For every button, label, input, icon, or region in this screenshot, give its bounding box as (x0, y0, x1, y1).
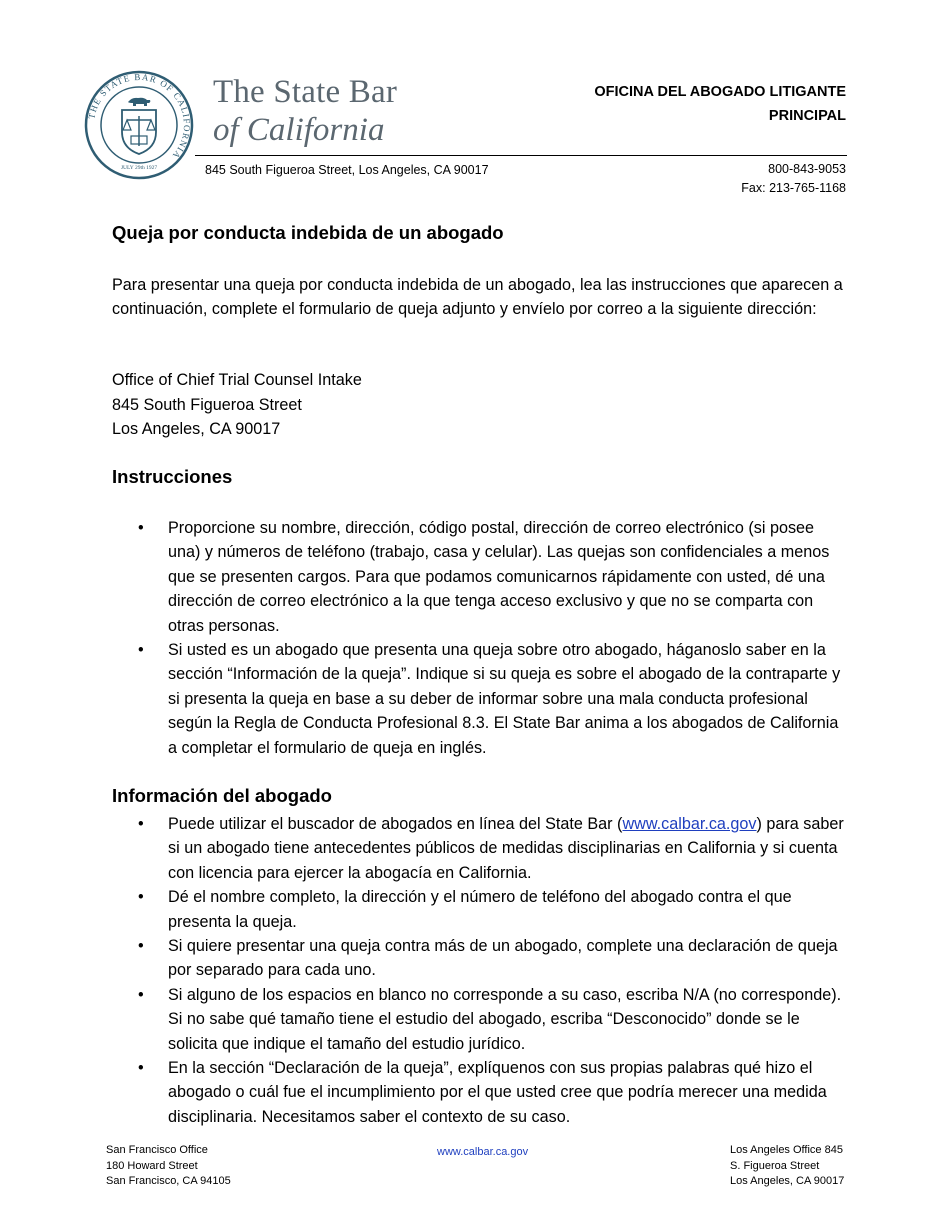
header-phone: 800-843-9053 (768, 162, 846, 176)
bullet-icon: • (138, 888, 144, 907)
header-address: 845 South Figueroa Street, Los Angeles, CA 90017 (205, 163, 489, 177)
list-item-text: En la sección “Declaración de la queja”, explíquenos con sus propias palabras qué hizo el abogado o cuál fue el incumplimiento por el que usted cree que podría merecer una medida disciplinaria. Necesitamos saber el contexto de su caso. (168, 1059, 827, 1126)
mailing-address-line1: Office of Chief Trial Counsel Intake (112, 371, 362, 389)
list-item (112, 934, 847, 983)
bullet-icon: • (138, 937, 144, 956)
state-bar-seal-logo (84, 70, 194, 180)
informacion-heading: Información del abogado (112, 785, 332, 806)
mailing-address (112, 368, 362, 442)
list-item (112, 638, 847, 760)
list-item (112, 885, 847, 934)
header-fax: Fax: 213-765-1168 (741, 181, 846, 195)
footer-sf-line3: San Francisco, CA 94105 (106, 1175, 231, 1187)
footer-la-office (730, 1143, 844, 1190)
list-item-text: Si usted es un abogado que presenta una queja sobre otro abogado, háganoslo saber en la sección “Información de la queja”. Indique si su queja es sobre el abogado de la contraparte y si presenta la queja en base a su deber de informar sobre una mala conducta profesional según la Regla de Conducta Profesional 8.3. El State Bar anima a los abogados de California a completar el formulario de queja en inglés. (168, 641, 841, 757)
list-item (112, 983, 847, 1056)
list-item (112, 1056, 847, 1129)
intro-paragraph: Para presentar una queja por conducta indebida de un abogado, lea las instrucciones que aparecen a continuación, complete el formulario de queja adjunto y envíelo por correo a la siguiente dirección: (112, 276, 843, 319)
list-item-text-after-link: ) para saber si un abogado tiene antecedentes públicos de medidas disciplinarias en California y si cuenta con licencia para ejercer la abogacía en California. (168, 815, 844, 882)
instrucciones-list (112, 516, 847, 760)
list-item-text-before-link: Puede utilizar el buscador de abogados en línea del State Bar ( (168, 815, 623, 833)
footer-la-line1: Los Angeles Office 845 (730, 1144, 843, 1156)
mailing-address-line3: Los Angeles, CA 90017 (112, 420, 281, 438)
list-item (112, 516, 847, 638)
instrucciones-heading: Instrucciones (112, 466, 233, 487)
office-name-line2: PRINCIPAL (768, 108, 846, 124)
list-item-text: Si quiere presentar una queja contra más de un abogado, complete una declaración de queja por separado para cada uno. (168, 937, 838, 980)
footer-sf-line1: San Francisco Office (106, 1144, 208, 1156)
calbar-link[interactable]: www.calbar.ca.gov (622, 815, 757, 833)
footer-website-link[interactable]: www.calbar.ca.gov (437, 1146, 529, 1158)
document-title: Queja por conducta indebida de un abogado (112, 222, 504, 243)
bullet-icon: • (138, 815, 144, 833)
svg-text:JULY 29th 1927: JULY 29th 1927 (120, 165, 158, 171)
list-item (112, 812, 847, 885)
svg-text:THE STATE BAR OF CALIFORNIA: THE STATE BAR OF CALIFORNIA (86, 71, 193, 162)
list-item-text: Si alguno de los espacios en blanco no corresponde a su caso, escriba N/A (no corresponde). Si no sabe qué tamaño tiene el estudio del abogado, escriba “Desconocido” donde se le solicita que indique el tamaño del estudio jurídico. (168, 985, 842, 1053)
bullet-icon: • (138, 519, 144, 537)
office-name-line1: OFICINA DEL ABOGADO LITIGANTE (594, 84, 846, 100)
bullet-icon: • (138, 985, 144, 1004)
brand-title-line1: The State Bar (213, 74, 398, 110)
footer-sf-line2: 180 Howard Street (106, 1159, 198, 1172)
footer-la-line3: Los Angeles, CA 90017 (730, 1175, 845, 1187)
footer-sf-office (106, 1143, 231, 1190)
bullet-icon: • (138, 641, 144, 660)
informacion-list (112, 812, 847, 1129)
footer-la-line2: S. Figueroa Street (730, 1159, 820, 1172)
list-item-text: Dé el nombre completo, la dirección y el número de teléfono del abogado contra el que presenta la queja. (168, 888, 792, 931)
office-name (526, 80, 846, 128)
list-item-text: Proporcione su nombre, dirección, código postal, dirección de correo electrónico (si posee una) y números de teléfono (trabajo, casa y celular). Las quejas son confidenciales a menos que se presenten cargos. Para que podamos comunicarnos rápidamente con usted, dé una dirección de correo electrónico a la que tenga acceso exclusivo y que no se comparta con otras personas. (168, 519, 830, 635)
brand-title-line2: of California (213, 112, 385, 148)
header-divider (195, 155, 847, 156)
bullet-icon: • (138, 1059, 144, 1078)
header-contact (646, 160, 846, 198)
mailing-address-line2: 845 South Figueroa Street (112, 395, 302, 414)
